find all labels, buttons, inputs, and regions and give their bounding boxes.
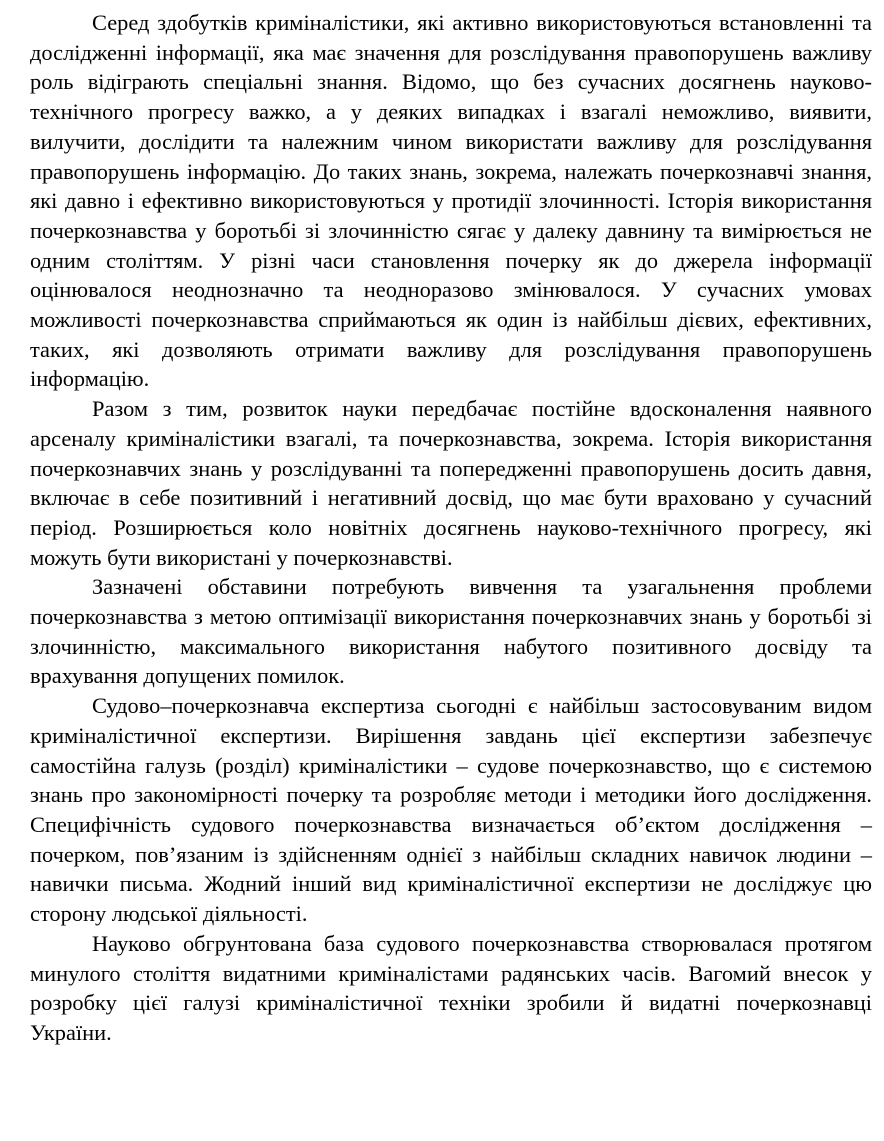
paragraph-3: Зазначені обставини потребують вивчення та узагальнення проблеми почеркознавства з метою оптимізації використання почеркознавчих знань у боротьбі зі злочинністю, максимального використання набутого позитивного досвіду та врахування допущених помилок.: [30, 574, 872, 689]
paragraph-5: Науково обгрунтована база судового почеркознавства створювалася протягом минулого століття видатними криміналістами радянських часів. Вагомий внесок у розробку цієї галузі криміналістичної техніки зробили й видатні почеркознавці України.: [30, 930, 872, 1045]
paragraph-2: Разом з тим, розвиток науки передбачає постійне вдосконалення наявного арсеналу криміналістики взагалі, та почеркознавства, зокрема. Історія використання почеркознавчих знань у розслідуванні та попередженні правопорушень досить давня, включає в себе позитивний і негативний досвід, що має бути враховано у сучасний період. Розширюється коло новітніх досягнень науково-технічного прогресу, які можуть бути використані у почеркознавстві.: [30, 396, 872, 570]
paragraph-1: Серед здобутків криміналістики, які активно використовуються встановленні та дослідженні інформації, яка має значення для розслідування правопорушень важливу роль відіграють спеціальні знання. Відомо, що без сучасних досягнень науково-технічного прогресу важко, а у деяких випадках і взагалі неможливо, виявити, вилучити, дослідити та належним чином використати важливу для розслідування правопорушень інформацію. До таких знань, зокрема, належать почеркознавчі знання, які давно і ефективно використовуються у протидії злочинності. Історія використання почеркознавства у боротьбі зі злочинністю сягає у далеку давнину та вимірюється не одним століттям. У різні часи становлення почерку як до джерела інформації оцінювалося неоднозначно та неодноразово змінювалося. У сучасних умовах можливості почеркознавства сприймаються як один із найбільш дієвих, ефективних, таких, які дозволяють отримати важливу для розслідування правопорушень інформацію.: [30, 10, 872, 392]
document-page: [30, 8, 872, 1048]
paragraph-4: Судово–почеркознавча експертиза сьогодні є найбільш застосовуваним видом криміналістичної експертизи. Вирішення завдань цієї експертизи забезпечує самостійна галузь (розділ) криміналістики – судове почеркознавство, що є системою знань про закономірності почерку та розробляє методи і методики його дослідження. Специфічність судового почеркознавства визначається об’єктом дослідження – почерком, пов’язаним із здійсненням однієї з найбільш складних навичок людини – навички письма. Жодний інший вид криміналістичної експертизи не досліджує цю сторону людської діяльності.: [30, 693, 872, 927]
